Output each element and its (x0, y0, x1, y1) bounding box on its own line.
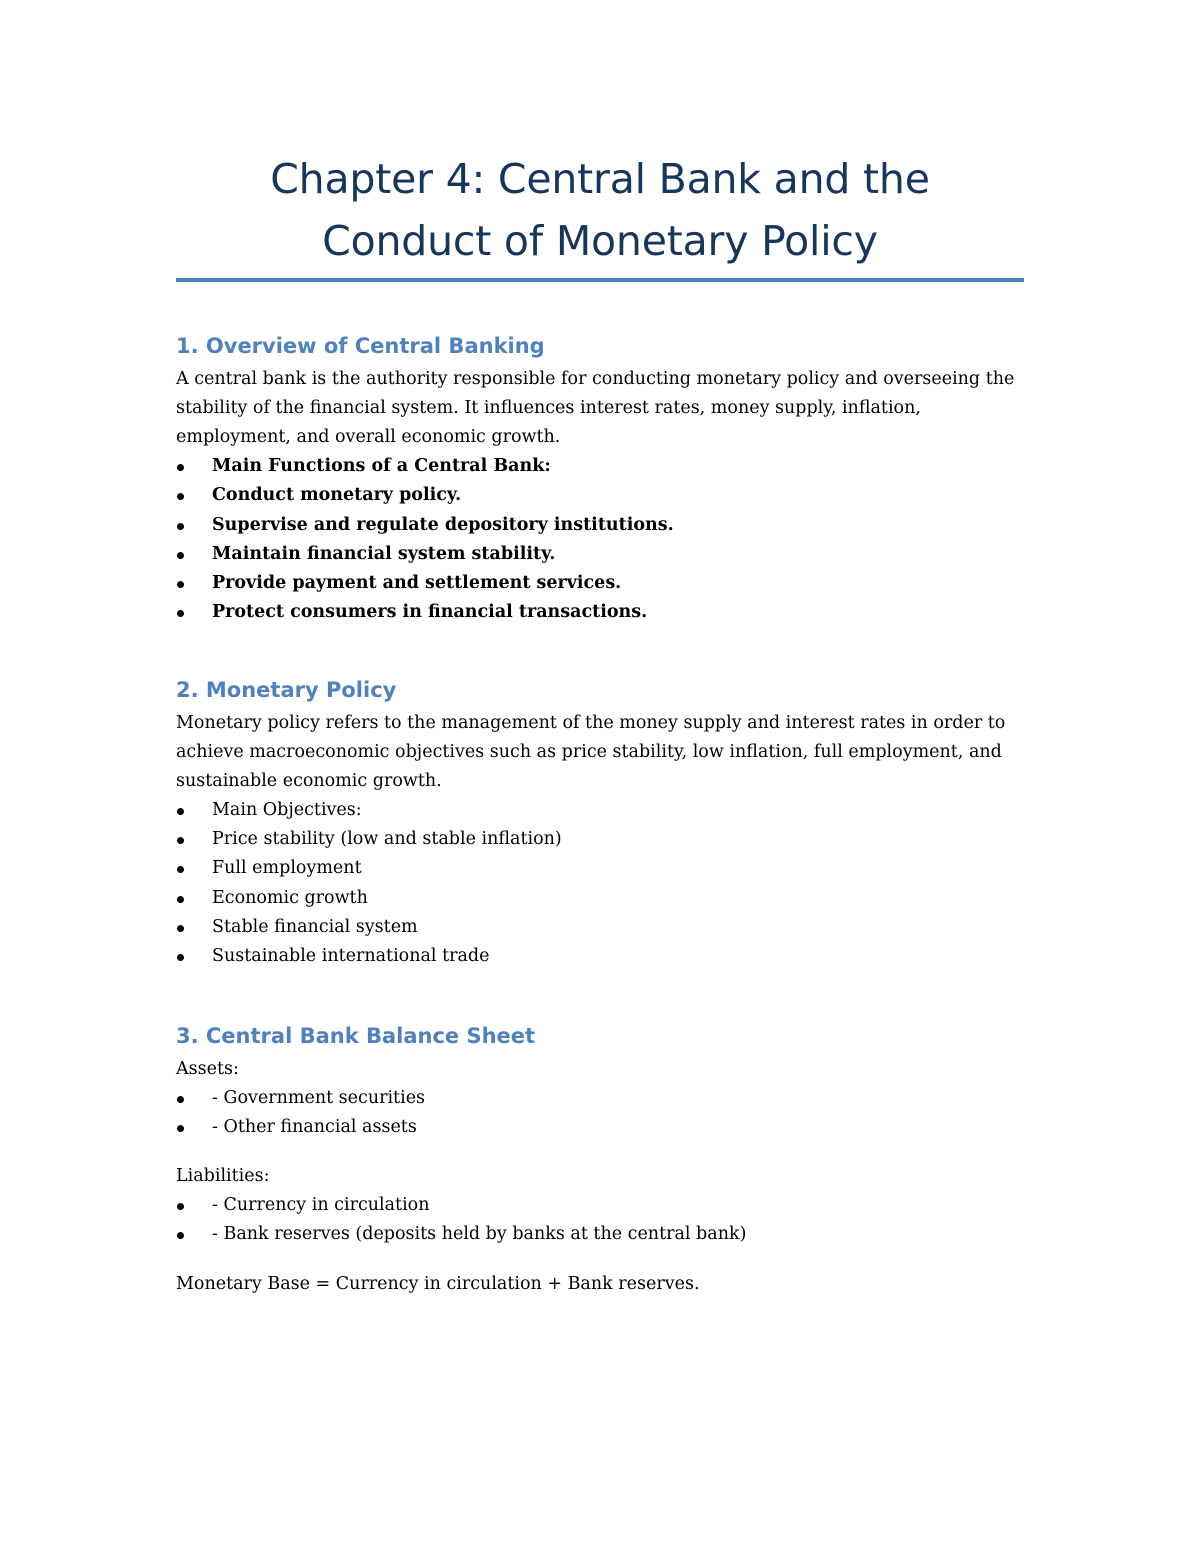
title-line-1: Chapter 4: Central Bank and the (270, 155, 930, 203)
bullet-icon (177, 925, 184, 932)
document-title (176, 148, 1024, 272)
bullet-icon (177, 610, 184, 617)
bullet-icon (177, 493, 184, 500)
title-underline (176, 278, 1024, 282)
list-item: Provide payment and settlement services. (176, 569, 1024, 598)
bullet-icon (177, 552, 184, 559)
list-item: Maintain financial system stability. (176, 540, 1024, 569)
bullet-icon (177, 808, 184, 815)
list-item: Conduct monetary policy. (176, 481, 1024, 510)
monetary-base-formula: Monetary Base = Currency in circulation + Bank reserves. (176, 1273, 700, 1294)
monetary-policy-paragraph: Monetary policy refers to the management of the money supply and interest rates in order to achieve macroeconomic objectives such as price stability, low inflation, full employment, and sustainable economic growth. (176, 712, 1006, 791)
bullet-icon (177, 1203, 184, 1210)
bullet-icon (177, 837, 184, 844)
list-item: - Bank reserves (deposits held by banks at the central bank) (176, 1220, 1024, 1249)
list-item: Main Objectives: (176, 796, 1024, 825)
list-item: Economic growth (176, 884, 1024, 913)
assets-label: Assets: (176, 1058, 239, 1079)
list-item: - Government securities (176, 1084, 1024, 1113)
bullet-icon (177, 866, 184, 873)
overview-paragraph: A central bank is the authority responsible for conducting monetary policy and overseeing the stability of the financial system. It influences interest rates, money supply, inflation, employment, and overall economic growth. (176, 369, 1015, 447)
section-overview (176, 332, 1024, 628)
section-heading-overview: 1. Overview of Central Banking (176, 334, 545, 358)
bullet-icon (177, 1232, 184, 1239)
bullet-icon (177, 523, 184, 530)
bullet-icon (177, 581, 184, 588)
bullet-icon (177, 464, 184, 471)
section-monetary-policy (176, 676, 1024, 972)
bullet-icon (177, 1096, 184, 1103)
bullet-icon (177, 896, 184, 903)
list-item: Sustainable international trade (176, 942, 1024, 971)
bullet-icon (177, 1125, 184, 1132)
title-line-2: Conduct of Monetary Policy (322, 217, 878, 265)
list-item: Supervise and regulate depository institutions. (176, 511, 1024, 540)
section-balance-sheet (176, 1022, 1024, 1299)
liabilities-list (176, 1191, 1024, 1250)
document-body (176, 148, 1024, 1299)
list-item: Full employment (176, 854, 1024, 883)
bullet-icon (177, 954, 184, 961)
section-heading-monetary-policy: 2. Monetary Policy (176, 677, 397, 702)
section-heading-balance-sheet: 3. Central Bank Balance Sheet (176, 1023, 536, 1048)
list-item: Main Functions of a Central Bank: (176, 452, 1024, 481)
list-item: Stable financial system (176, 913, 1024, 942)
functions-list (176, 452, 1024, 628)
list-item: - Other financial assets (176, 1113, 1024, 1142)
list-item: Protect consumers in financial transactions. (176, 598, 1024, 627)
liabilities-label: Liabilities: (176, 1166, 270, 1187)
list-item: - Currency in circulation (176, 1191, 1024, 1220)
objectives-list (176, 796, 1024, 972)
assets-list (176, 1084, 1024, 1143)
list-item: Price stability (low and stable inflation) (176, 825, 1024, 854)
